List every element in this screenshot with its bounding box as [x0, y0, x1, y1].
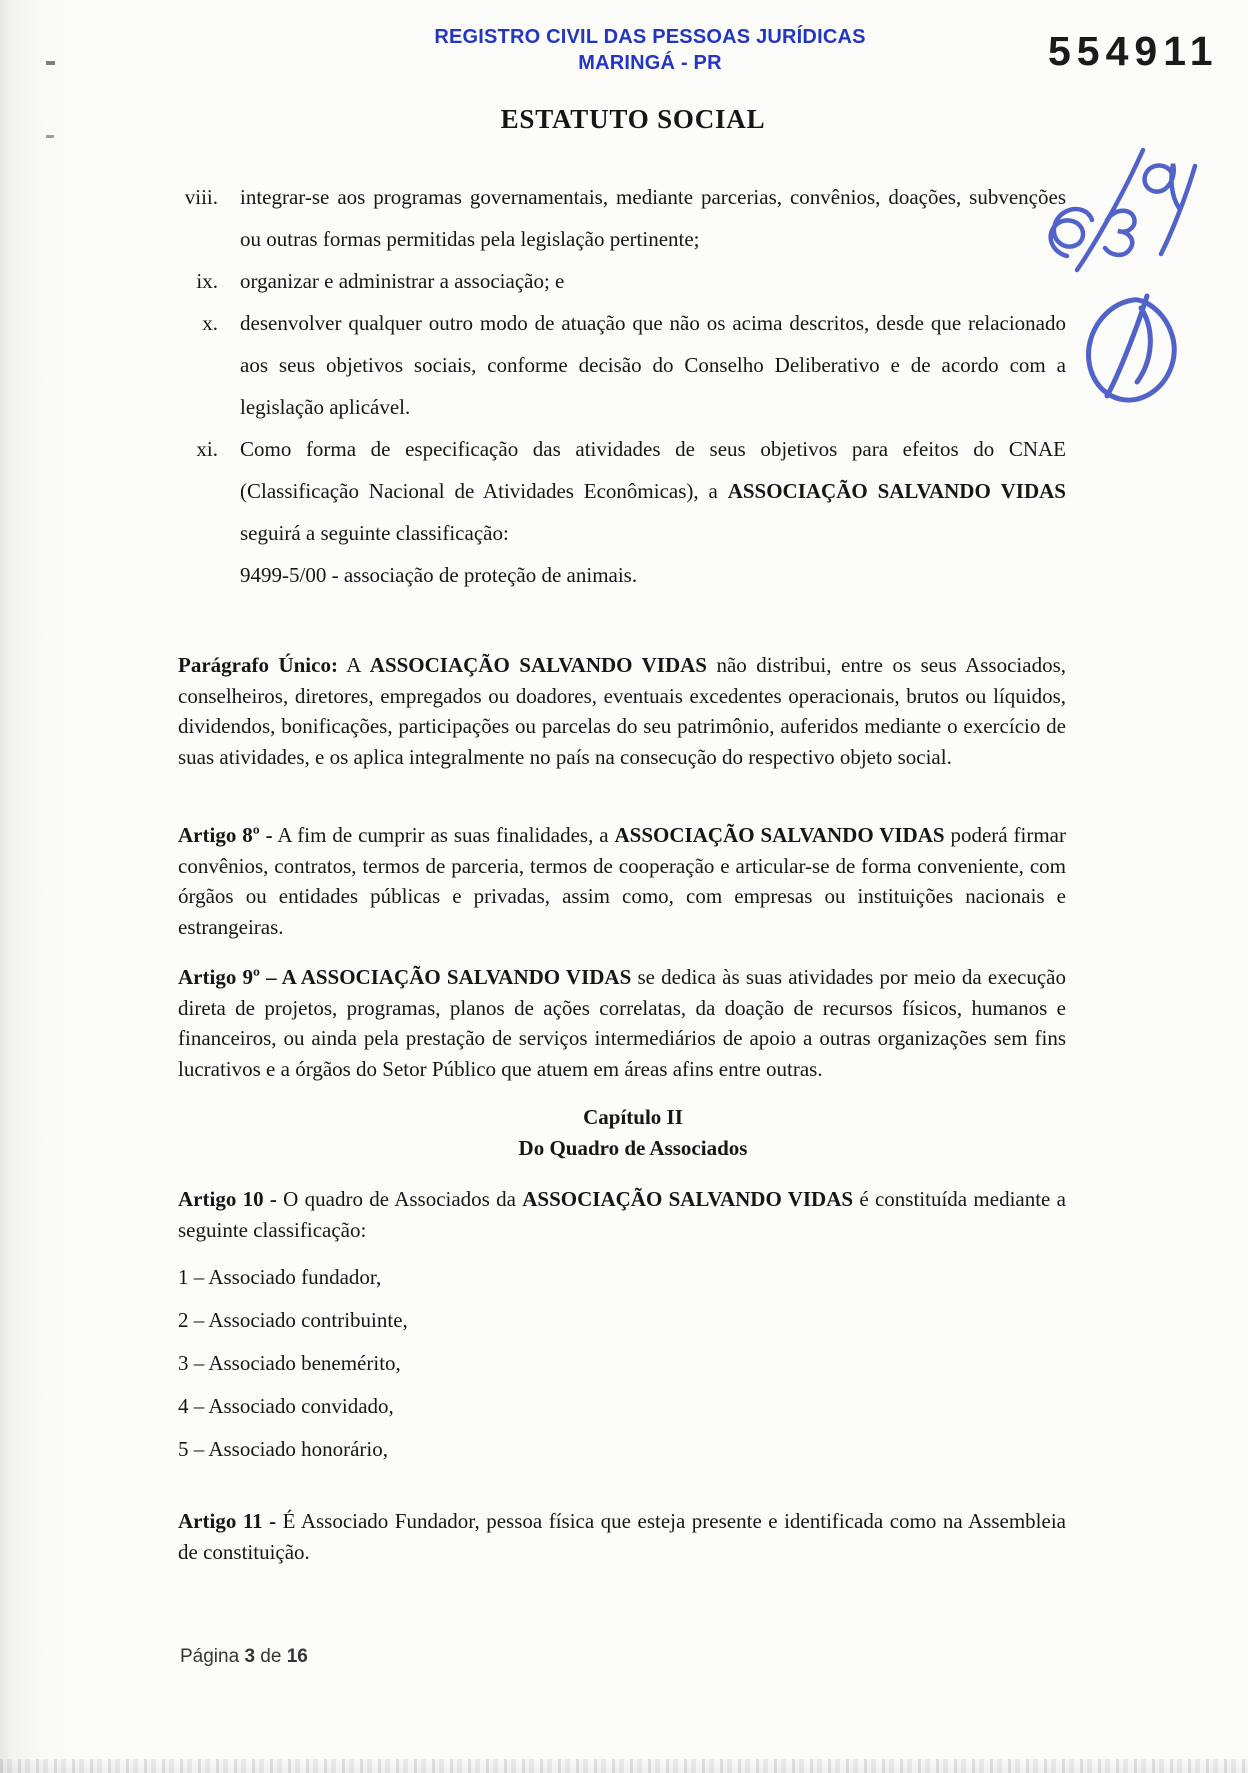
scan-artifact	[46, 61, 55, 65]
chapter-heading	[178, 1102, 1088, 1163]
clause-ix	[170, 260, 1066, 302]
associate-types-list	[178, 1262, 1066, 1477]
artigo-10: Artigo 10 - O quadro de Associados da ASSOCIAÇÃO SALVANDO VIDAS é constituída mediante a seguinte classificação:	[178, 1187, 1066, 1242]
list-item: 1 – Associado fundador,	[178, 1265, 382, 1289]
list-item: 2 – Associado contribuinte,	[178, 1308, 408, 1332]
paragrafo-unico: Parágrafo Único: A ASSOCIAÇÃO SALVANDO VIDAS não distribui, entre os seus Associados, conselheiros, diretores, empregados ou doadores, eventuais excedentes operacionais, brutos ou líquidos, dividendos, bonificações, participações ou parcelas do seu patrimônio, auferidos mediante o exercício de suas atividades, e os aplica integralmente no país na consecução do respectivo objeto social.	[178, 653, 1066, 769]
scan-artifact	[46, 135, 54, 138]
list-item: 3 – Associado benemérito,	[178, 1351, 401, 1375]
artigo-9: Artigo 9º – A ASSOCIAÇÃO SALVANDO VIDAS se dedica às suas atividades por meio da execução direta de projetos, programas, planos de ações correlatas, da doação de recursos físicos, humanos e financeiros, ou ainda pela prestação de serviços intermediários de apoio a outras organizações sem fins lucrativos e a órgãos do Setor Público que atuem em áreas afins entre outras.	[178, 965, 1066, 1081]
page-number-footer: Página 3 de 16	[180, 1646, 308, 1667]
clause-text: integrar-se aos programas governamentais, mediante parcerias, convênios, doações, subvenções ou outras formas permitidas pela legislação pertinente;	[240, 185, 1066, 251]
clause-x	[170, 302, 1066, 428]
cnae-classification-line: 9499-5/00 - associação de proteção de animais.	[240, 563, 638, 587]
clause-text: organizar e administrar a associação; e	[240, 269, 565, 293]
list-item: 5 – Associado honorário,	[178, 1437, 388, 1461]
clause-number: viii.	[184, 185, 218, 209]
clause-number: x.	[202, 311, 218, 335]
registry-stamp-line1: REGISTRO CIVIL DAS PESSOAS JURÍDICAS	[434, 26, 866, 48]
chapter-number: Capítulo II	[583, 1105, 683, 1129]
clause-number: ix.	[196, 269, 218, 293]
registry-stamp	[430, 24, 870, 76]
protocol-number: 554911	[1048, 28, 1219, 74]
artigo-11: Artigo 11 - É Associado Fundador, pessoa física que esteja presente e identificada como na Assembleia de constituição.	[178, 1509, 1066, 1564]
handwritten-code-86-39	[1051, 150, 1195, 270]
clause-viii	[170, 176, 1066, 260]
registry-stamp-line2: MARINGÁ - PR	[578, 52, 722, 74]
handwritten-paraph	[1088, 296, 1174, 400]
scan-edge-noise	[0, 1759, 1248, 1773]
clause-xi	[170, 428, 1066, 554]
page-title: ESTATUTO SOCIAL	[500, 104, 766, 134]
chapter-title: Do Quadro de Associados	[518, 1135, 748, 1160]
roman-clause-list	[170, 176, 1066, 596]
clause-number: xi.	[196, 437, 218, 461]
artigo-8: Artigo 8º - A fim de cumprir as suas finalidades, a ASSOCIAÇÃO SALVANDO VIDAS poderá firmar convênios, contratos, termos de parceria, termos de cooperação e articular-se de forma conveniente, com órgãos ou entidades públicas e privadas, assim como, com empresas ou instituições nacionais e estrangeiras.	[178, 823, 1066, 939]
clause-text: Como forma de especificação das atividades de seus objetivos para efeitos do CNAE (Classificação Nacional de Atividades Econômicas), a ASSOCIAÇÃO SALVANDO VIDAS seguirá a seguinte classificação:	[240, 437, 1066, 545]
list-item: 4 – Associado convidado,	[178, 1394, 394, 1418]
clause-text: desenvolver qualquer outro modo de atuação que não os acima descritos, desde que relacionado aos seus objetivos sociais, conforme decisão do Conselho Deliberativo e de acordo com a legislação aplicável.	[240, 311, 1066, 419]
